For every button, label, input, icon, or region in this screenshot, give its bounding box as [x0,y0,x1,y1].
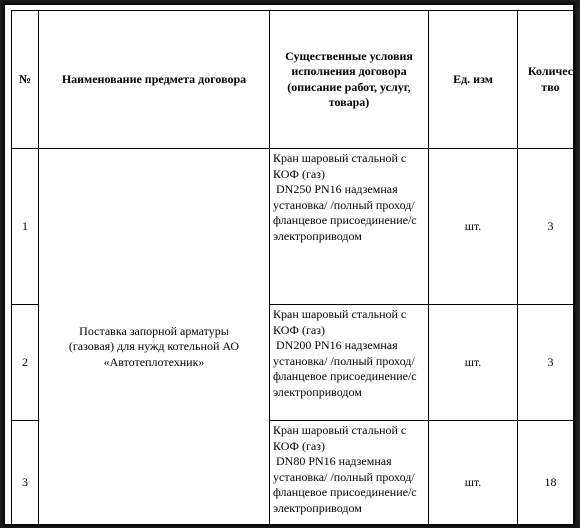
row-number: 2 [12,305,39,421]
header-conditions: Существенные условия исполнения договора (описание работ, услуг, товара) [270,11,429,149]
item-description-line1: Кран шаровый стальной с КОФ (газ) [273,307,407,337]
item-description [270,149,429,305]
item-description-line1: Кран шаровый стальной с КОФ (газ) [273,423,407,453]
item-quantity: 3 [518,305,574,421]
row-number: 3 [12,421,39,525]
item-description-line2: DN250 PN16 надземная установка/ /полный проход/фланцевое присоединение/с электроприводом [273,182,420,243]
row-number: 1 [12,149,39,305]
contract-subject [39,149,270,525]
header-row [12,11,574,149]
document-page [5,5,573,524]
item-unit: шт. [429,149,518,305]
header-num: № [12,11,39,149]
item-description [270,421,429,525]
contract-table [11,10,573,524]
header-subject: Наименование предмета договора [39,11,270,149]
item-quantity: 18 [518,421,574,525]
item-quantity: 3 [518,149,574,305]
item-description-line2: DN200 PN16 надземная установка/ /полный проход/фланцевое присоединение/с электроприводом [273,338,420,399]
item-description-line1: Кран шаровый стальной с КОФ (газ) [273,151,407,181]
item-description-line2: DN80 PN16 надземная установка/ /полный проход/фланцевое присоединение/с электроприводом [273,454,420,515]
item-unit: шт. [429,421,518,525]
header-unit: Ед. изм [429,11,518,149]
table-row [12,149,574,305]
item-unit: шт. [429,305,518,421]
header-qty: Количество [518,11,574,149]
item-description [270,305,429,421]
contract-subject-text: Поставка запорной арматуры (газовая) для нужд котельной АО «Автотеплотехник» [68,323,240,369]
